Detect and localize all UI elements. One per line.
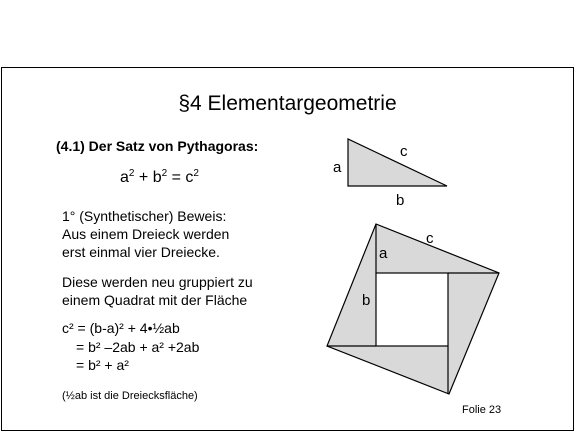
section-subtitle: (4.1) Der Satz von Pythagoras: [56,138,259,154]
proof-line: erst einmal vier Dreiecke. [62,244,220,260]
formula-equals-c: = c [167,169,194,186]
square-proof-diagram [327,224,499,394]
slide-title: §4 Elementargeometrie [178,92,397,115]
triangle-label-c: c [400,143,408,160]
formula-c-exponent: 2 [193,168,199,179]
equation-line-1: c² = (b-a)² + 4•½ab [62,320,180,336]
triangle-label-a: a [333,159,342,176]
formula-b-exponent: 2 [161,168,168,179]
formula-plus-b: + b [134,169,162,186]
formula-a-exponent: 2 [128,168,135,179]
inner-square [376,273,448,346]
formula-a: a [120,169,129,186]
proof-line: 1° (Synthetischer) Beweis: [62,208,227,224]
proof-line: Aus einem Dreieck werden [62,226,230,242]
regroup-line: einem Quadrat mit der Fläche [62,292,248,308]
slide-frame [1,67,574,431]
equation-line-3: = b² + a² [76,357,129,373]
regroup-line: Diese werden neu gruppiert zu [62,274,253,290]
square-label-c: c [426,230,434,247]
triangle-label-b: b [396,192,405,209]
pythagoras-figure [2,68,573,430]
square-label-a: a [379,245,388,262]
area-note: (½ab ist die Dreiecksfläche) [62,390,198,402]
slide-number: Folie 23 [462,404,502,416]
right-triangle [348,139,447,186]
square-label-b: b [362,292,371,309]
right-triangle-diagram [333,139,447,209]
equation-line-2: = b² –2ab + a² +2ab [76,339,200,355]
